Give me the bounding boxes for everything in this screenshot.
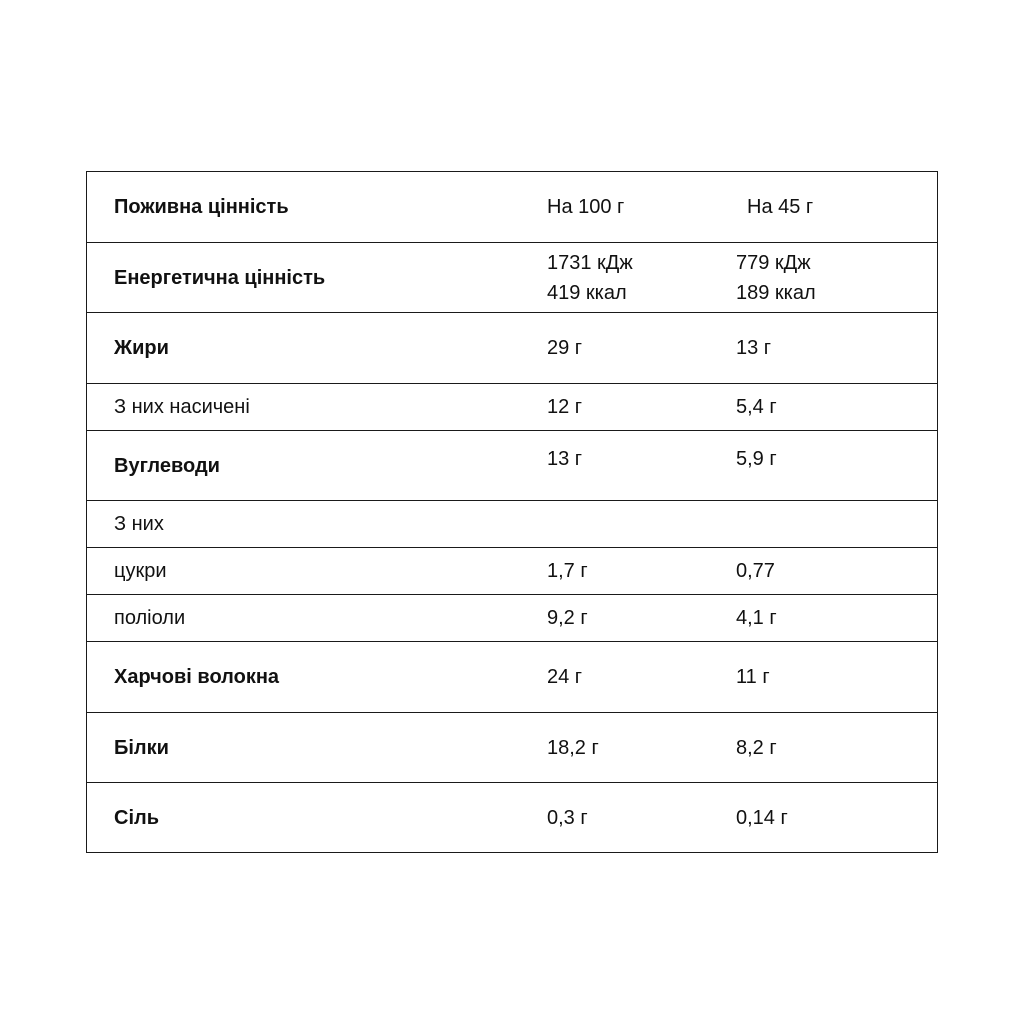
polyols-per-100: 9,2 г [547, 607, 588, 629]
protein-per-100: 18,2 г [547, 736, 599, 759]
fiber-label: Харчові волокна [114, 666, 280, 688]
fat-per-45: 13 г [736, 337, 772, 359]
energy-label: Енергетична цінність [114, 266, 326, 289]
table-row-energy [87, 242, 937, 312]
polyols-per-45: 4,1 г [736, 607, 777, 629]
sugars-per-45: 0,77 [736, 560, 775, 582]
carbs-per-100: 13 г [547, 448, 583, 470]
fat-per-100: 29 г [547, 337, 583, 359]
saturated-per-45: 5,4 г [736, 396, 777, 418]
fiber-per-100: 24 г [547, 666, 583, 688]
energy-per-100-kj: 1731 кДж [547, 251, 633, 274]
table-row-carbs [87, 430, 937, 500]
salt-label: Сіль [114, 806, 159, 829]
table-row-salt [87, 782, 937, 852]
energy-per-45-kj: 779 кДж [736, 251, 811, 274]
energy-per-100-kcal: 419 ккал [547, 281, 627, 304]
energy-per-100 [547, 248, 633, 308]
table-row-fat [87, 312, 937, 383]
carbs-label: Вуглеводи [114, 454, 220, 477]
header-per-45: На 45 г [747, 196, 814, 218]
protein-per-45: 8,2 г [736, 736, 777, 759]
nutrition-table [86, 171, 938, 853]
header-per-100: На 100 г [547, 196, 625, 218]
protein-label: Білки [114, 736, 169, 759]
energy-per-45 [736, 248, 816, 308]
table-row-fiber [87, 641, 937, 712]
fiber-per-45: 11 г [736, 666, 770, 688]
table-row-protein [87, 712, 937, 782]
saturated-per-100: 12 г [547, 396, 583, 418]
saturated-label: З них насичені [114, 396, 250, 418]
of-which-label: З них [114, 513, 164, 535]
table-row-of-which [87, 500, 937, 547]
sugars-per-100: 1,7 г [547, 560, 588, 582]
polyols-label: поліоли [114, 607, 186, 629]
fat-label: Жири [114, 337, 169, 359]
table-row-polyols [87, 594, 937, 641]
salt-per-100: 0,3 г [547, 806, 588, 829]
table-row-saturated [87, 383, 937, 430]
sugars-label: цукри [114, 560, 167, 582]
table-header-row [87, 172, 937, 242]
energy-per-45-kcal: 189 ккал [736, 281, 816, 304]
salt-per-45: 0,14 г [736, 806, 788, 829]
header-label: Поживна цінність [114, 196, 289, 218]
carbs-per-45: 5,9 г [736, 448, 777, 470]
table-row-sugars [87, 547, 937, 594]
